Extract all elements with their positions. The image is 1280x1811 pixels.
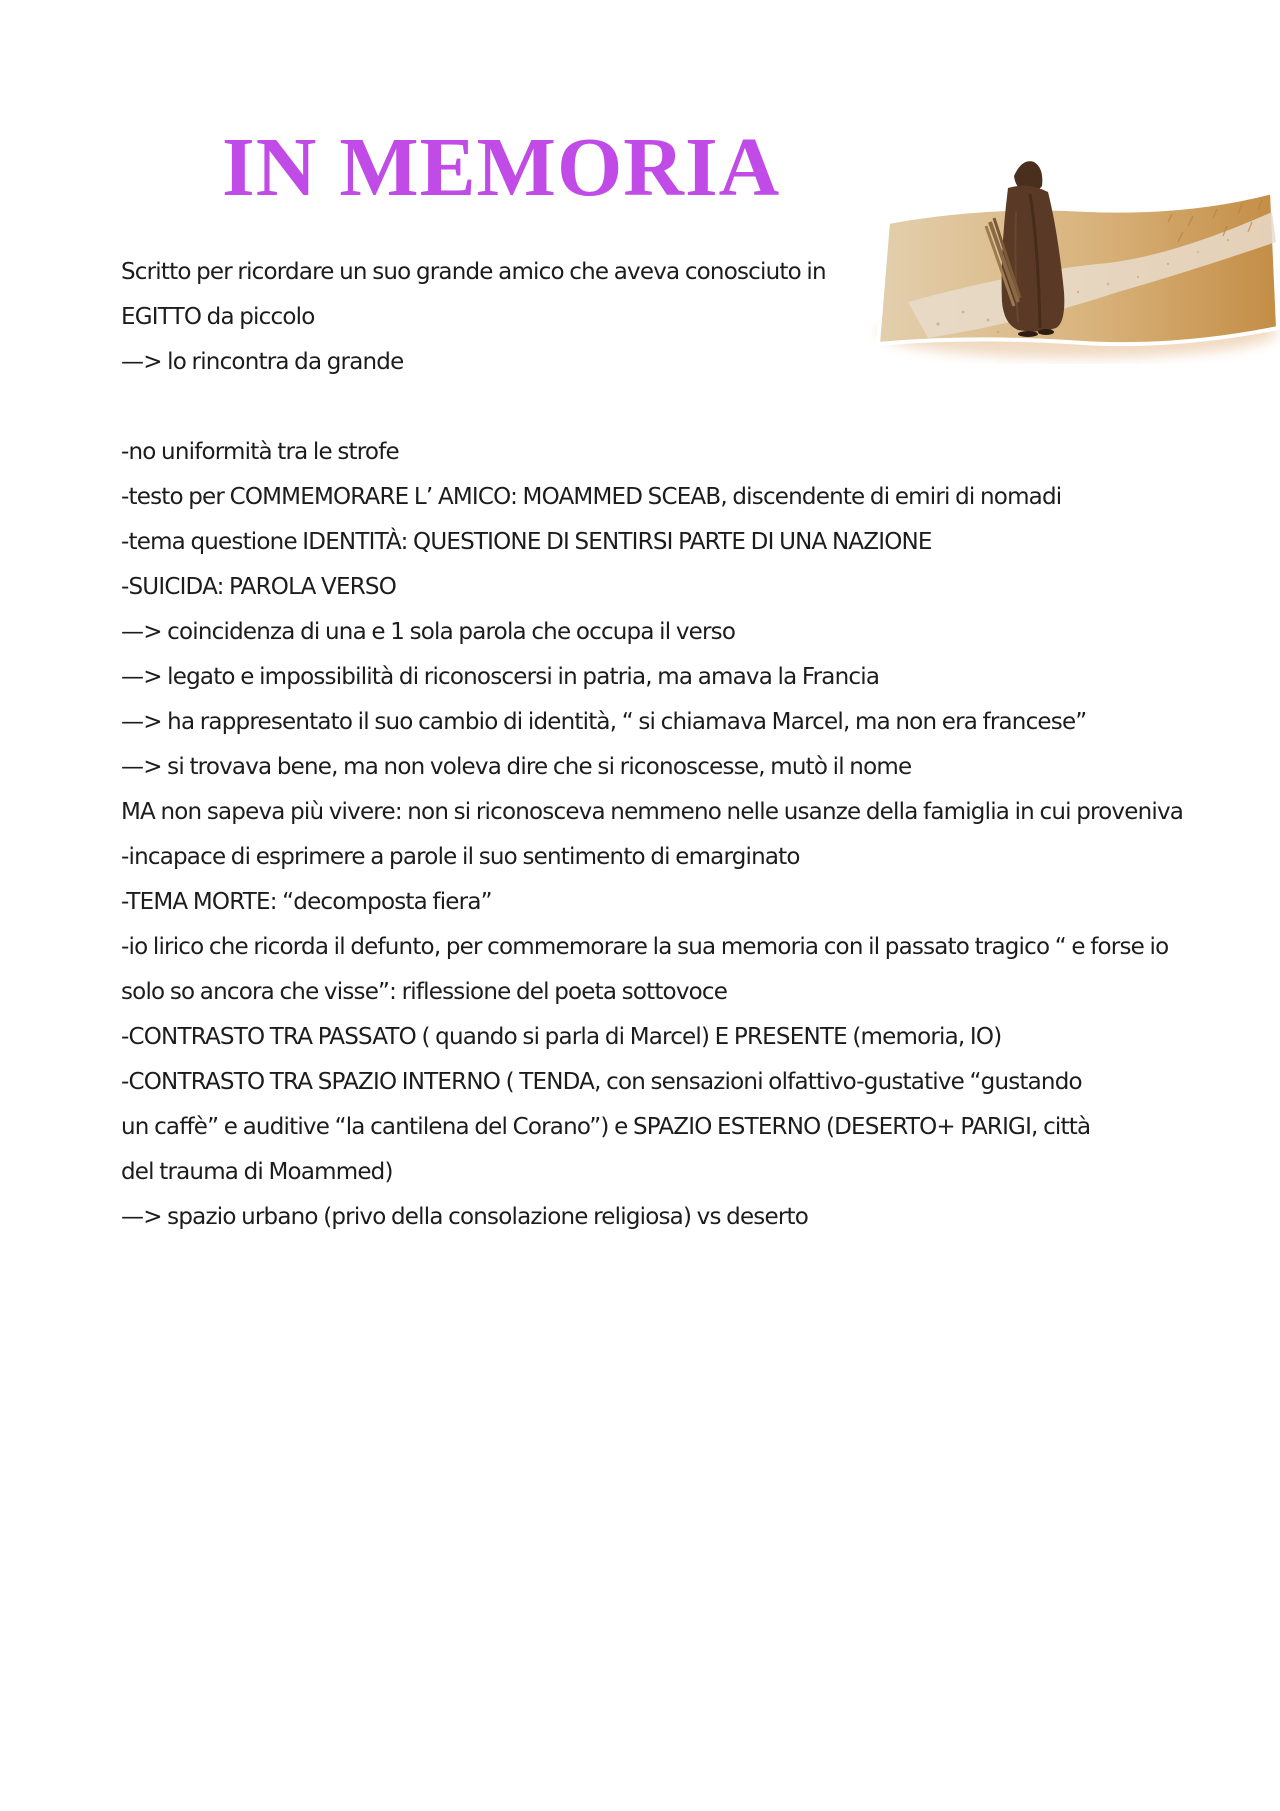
note-line: -TEMA MORTE: “decomposta fiera”	[121, 889, 492, 915]
note-line: MA non sapeva più vivere: non si riconosceva nemmeno nelle usanze della famiglia in cui proveniva	[121, 799, 1184, 825]
note-line-blank	[121, 385, 1181, 430]
note-line: solo so ancora che visse”: riflessione del poeta sottovoce	[121, 979, 728, 1005]
note-line: -testo per COMMEMORARE L’ AMICO: MOAMMED SCEAB, discendente di emiri di nomadi	[121, 484, 1062, 510]
note-line: —> spazio urbano (privo della consolazione religiosa) vs deserto	[121, 1204, 808, 1230]
note-line: EGITTO da piccolo	[121, 304, 315, 330]
note-line: —> coincidenza di una e 1 sola parola che occupa il verso	[121, 619, 736, 645]
note-line: —> ha rappresentato il suo cambio di identità, “ si chiamava Marcel, ma non era francese”	[121, 709, 1087, 735]
page-title: IN MEMORIA	[222, 121, 781, 214]
note-line: —> legato e impossibilità di riconoscersi in patria, ma amava la Francia	[121, 664, 880, 690]
note-line: -CONTRASTO TRA PASSATO ( quando si parla di Marcel) E PRESENTE (memoria, IO)	[121, 1024, 1002, 1050]
note-line: Scritto per ricordare un suo grande amico che aveva conosciuto in	[121, 259, 826, 285]
note-line: -tema questione IDENTITÀ: QUESTIONE DI SENTIRSI PARTE DI UNA NAZIONE	[121, 529, 932, 555]
note-line: del trauma di Moammed)	[121, 1159, 393, 1185]
note-line: -no uniformità tra le strofe	[121, 439, 399, 465]
note-line: —> lo rincontra da grande	[121, 349, 404, 375]
note-line: un caffè” e auditive “la cantilena del Corano”) e SPAZIO ESTERNO (DESERTO+ PARIGI, città	[121, 1114, 1091, 1140]
note-line: -SUICIDA: PAROLA VERSO	[121, 574, 397, 600]
note-line: -incapace di esprimere a parole il suo sentimento di emarginato	[121, 844, 800, 870]
note-line: —> si trovava bene, ma non voleva dire che si riconoscesse, mutò il nome	[121, 754, 912, 780]
notes-body	[121, 250, 1184, 1240]
note-line: -io lirico che ricorda il defunto, per commemorare la sua memoria con il passato tragico “ e forse io	[121, 934, 1169, 960]
note-line: -CONTRASTO TRA SPAZIO INTERNO ( TENDA, con sensazioni olfattivo-gustative “gustando	[121, 1069, 1082, 1095]
